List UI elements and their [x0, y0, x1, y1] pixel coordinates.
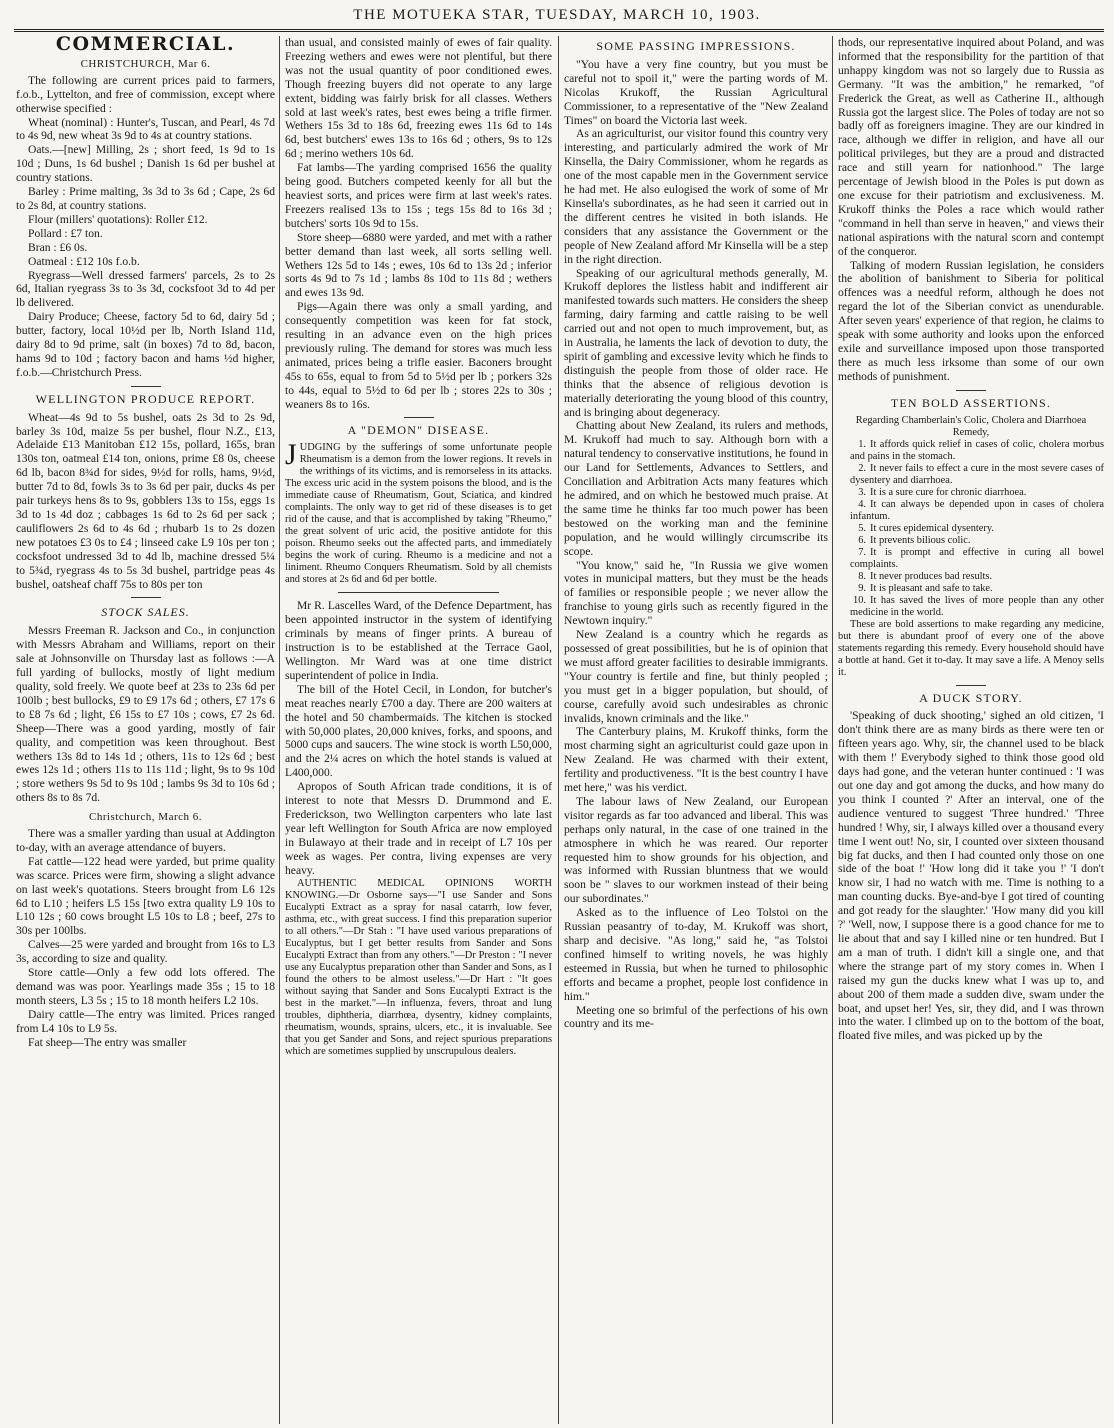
passing-impressions-heading: SOME PASSING IMPRESSIONS. [596, 39, 796, 53]
article-paragraph: The Canterbury plains, M. Krukoff thinks, form the most charming sight an agriculturist could gaze upon in New Zealand. He was charmed with their extent, fertility and productiveness. "It is the best country I have met here," was his verdict. [564, 725, 828, 795]
article-paragraph: The following are current prices paid to farmers, f.o.b., Lyttelton, and free of commission, except where otherwise specified : [16, 73, 275, 115]
article-paragraph: Pigs—Again there was only a small yarding, and consequently competition was keen for fat stock, resulting in an advance even on the high prices previously ruling. The demand for stores was much less animated, prices being a trifle easier. Baconers brought 45s to 65s, equal to from 5d to 5½d per lb ; porkers 32s to 44s, equal to 5½d to 6d per lb ; stores 22s to 30s ; weaners 8s to 16s. [285, 300, 552, 411]
section-separator [131, 386, 161, 387]
advert-text: —Dr Osborne says—"I use Sander and Sons Eucalypti Extract as a spray for nasal catarrh, low fever, asthma, etc., with great success. I find this preparation superior to all others."—Dr Stah : "I have used various preparations of Eucalyptus, but I get better results from Sander and Sons Eucalypti Extract than from any others."—Dr Preston : "I never use any Eucalyptus preparation other than Sander and Sons, as I found the others to be almost useless."—Dr Hart : "It goes without saying that Sander and Sons Eucalypti Extract is the best in the market."—In influenza, fevers, throat and lung troubles, diphtheria, diarrhœa, dysentry, kidney complaints, rheumatism, wounds, sprains, ulcers, etc., it is invaluable. See that you get Sander and Sons, and reject spurious preparations which are sometimes supplied by unscrupulous dealers. [285, 889, 552, 1057]
commercial-dateline: CHRISTCHURCH, Mar 6. [80, 57, 211, 70]
article-paragraph: Barley : Prime malting, 3s 3d to 3s 6d ; Cape, 2s 6d to 2s 8d, at country stations. [16, 185, 275, 212]
masthead [0, 0, 1114, 34]
list-item: 1. It affords quick relief in cases of colic, cholera morbus and pains in the stomach. [850, 438, 1104, 462]
advert-closing: These are bold assertions to make regarding any medicine, but there is abundant proof of every one of the above statements regarding this remedy. Every household should have a bottle at hand. Get it to-day. It may save a life. A Menoy sells it. [838, 618, 1104, 678]
christchurch-dateline: Christchurch, March 6. [88, 811, 203, 824]
article-paragraph: Oatmeal : £12 10s f.o.b. [28, 254, 140, 268]
list-item: 2. It never fails to effect a cure in the most severe cases of dysentery and diarrhoea. [850, 462, 1104, 486]
commercial-heading: COMMERCIAL. [55, 36, 236, 55]
article-paragraph: Chatting about New Zealand, its rulers and methods, M. Krukoff had much to say. Although born with a natural tendency to conservative institutions, he found in our Land for Settlements, Advances to Settlers, and Conciliation and Arbitration Acts many features which he admired, and on which he bestowed much praise. At the same time he thinks far too much power has been bestowed on the working man and the feminine population, and he would willingly circumscribe its scope. [564, 419, 828, 558]
article-paragraph: Store sheep—6880 were yarded, and met with a rather better demand than last week, all sorts selling well. Wethers 12s 5d to 14s ; ewes, 10s 6d to 13s 2d ; inferior sorts 4s 9d to 7s 1d ; lambs 8s 10d to 11s 8d ; wethers and ewes 13s 9d. [285, 230, 552, 300]
article-paragraph: than usual, and consisted mainly of ewes of fair quality. Freezing wethers and ewes were not plentiful, but there was not the usual quantity of poor conditioned ewes. Though freezing buyers did not operate to any large extent, bidding was fairly brisk for all classes. Wethers sold at last week's rates, best ewes being a trifle firmer. Wethers 15s 3d to 18s 6d, freezing ewes 11s 6d to 14s 6d, best butchers' ewes 13s to 16s 6d ; others, 9s to 12s 6d ; merino wethers 10s 6d. [285, 36, 552, 161]
article-paragraph: Store cattle—Only a few odd lots offered. The demand was was poor. Yearlings made 35s ; 15 to 18 month steers, L3 5s ; 15 to 18 month heifers L2 10s. [16, 966, 275, 1007]
section-separator [404, 417, 434, 418]
column-divider [832, 36, 833, 1424]
article-paragraph: Fat sheep—The entry was smaller [28, 1035, 187, 1049]
advert-text: UDGING by the sufferings of some unfortunate people Rheumatism is a demon from the lower regions. It revels in the writhings of its victims, and is remorseless in its attacks. The excess uric acid in the system poisons the blood, and is the immediate cause of Rheumatism, Gout, Sciatica, and kindred complaints. The only way to get rid of these diseases is to get rid of the cause, and that is accomplished by taking "Rheumo," the great solvent of uric acid, the positive antidote for this poison. Rheumo seeks out the affected parts, and immediately begins the work of curing. Rheumo is a medicine and not a liniment. Rheumo Conquers Rheumatism. Sold by all chemists and stores at 2s 6d and 6d per bottle. [285, 442, 552, 586]
section-separator [956, 685, 986, 686]
article-paragraph: Fat lambs—The yarding comprised 1656 the quality being good. Butchers competed keenly for all but the heaviest sorts, and prices were firm at last week's rates. Freezers realised 13s to 15s ; tegs 15s 8d to 16s 3d ; butchers' sorts 10s 9d to 15s. [285, 161, 552, 230]
article-paragraph: "You know," said he, "In Russia we give women votes in municipal matters, but they must be the heads of families or responsible people ; we never allow the franchise to young girls such as recently figured in the Newtown inquiry." [564, 558, 828, 628]
list-item: 3. It is a sure cure for chronic diarrhoea. [858, 486, 1027, 498]
section-separator [338, 592, 498, 593]
list-item: 7. It is prompt and effective in curing all bowel complaints. [850, 546, 1104, 570]
article-paragraph: Wheat (nominal) : Hunter's, Tuscan, and Pearl, 4s 7d to 4s 9d, new wheat 3s 9d to 4s at country stations. [16, 115, 275, 143]
article-paragraph: Apropos of South African trade conditions, it is of interest to note that Messrs D. Drummond and E. Frederickson, two Wellington carpenters who late last year left Wellington for South Africa are now employed in Bulawayo at their trade and in receipt of L7 10s per week as wages. Per contra, living expenses are very heavy. [285, 780, 552, 877]
article-paragraph: Messrs Freeman R. Jackson and Co., in conjunction with Messrs Abraham and Williams, report on their sale at Johnsonville on Thursday last as follows :—A full yarding of bullocks, mostly of light medium quality, sold freely. We quote beef at 23s to 23s 6d per 100lb ; best bullocks, £9 to £9 17s 6d ; others, £7 17s 6 to £8 7s 6d ; light, £6 15s to £7 10s ; cows, £7 2s 6d. Sheep—There was a good yarding, mostly of fair quality, and competition was keen throughout. Best wethers 13s 8d to 14s 1d ; others, 11s to 12s 6d ; best ewes 12s 1d ; others 11s to 11s 11d ; light, 9s to 9s 10d ; store wethers 9s 5d to 9s 10d ; lambs 9s 3d to 10s 6d ; others 8s to 8s 7d. [16, 624, 275, 805]
list-item: 9. It is pleasant and safe to take. [858, 582, 993, 594]
column-1 [16, 36, 275, 1424]
rheumo-advertisement [285, 438, 552, 586]
advert-caps: AUTHENTIC MEDICAL OPINIONS WORTH KNOWING. [285, 877, 552, 901]
article-paragraph: Wheat—4s 9d to 5s bushel, oats 2s 3d to 2s 9d, barley 3s 10d, maize 5s per bushel, flour N.Z., £13, Adelaide £13 Manitoban £12 15s, pollard, 165s, bran 130s ton, oatmeal £14 ton, onions, prime £8 0s, cheese 6d lb, bacon 8¾d for sides, 9½d for rolls, hams, 9½d, butter 7d to 8d, fowls 3s to 3s 6d per pair, ducks 4s per pair turkeys hens 8s to 9s, gobblers 13s to 15s, eggs 1s 3d to 1s 4d doz ; cabbages 1s 6d to 2s 6d per sack ; cauliflowers 2s 6d to 4s 6d ; rhubarb 1s to 2s dozen new potatoes £3 0s to £4 ; linseed cake L9 10s per ton ; cocksfoot undressed 3d to 4d lb, machine dressed 5¼ to 5¾d, ryegrass 4s to 5s 3d bushel, partridge peas 4s bushel, oatsheaf chaff 75s to 80s per ton [16, 410, 275, 591]
article-paragraph: "You have a very fine country, but you must be careful not to spoil it," were the parting words of M. Nicolas Krukoff, the Russian Agricultural Commissioner, to a representative of the "New Zealand Times" on board the Victoria last week. [564, 57, 828, 127]
article-paragraph: Speaking of our agricultural methods generally, M. Krukoff deplores the listless habit and indifferent air manifested towards such matters. He considers the sheep farming, dairy farming and cattle raising to be well carried out and not open to much improvement, but, as in Australia, he laments the lack of devotion to duty, the spirit of gambling and excessive levity which he finds to distinguish the people from those of older race. He thinks that the absence of religious devotion is materially deteriorating the young blood of this country, and is bringing about degeneracy. [564, 266, 828, 419]
article-paragraph: New Zealand is a country which he regards as possessed of great possibilities, but he is of opinion that we must afford greater facilities to desirable immigrants. "Your country is fertile and fine, but thinly peopled ; you must get in a bigger population, but should, of course, carefully avoid such undesirables as chronic invalids, known criminals and the like." [564, 628, 828, 725]
article-paragraph: Flour (millers' quotations): Roller £12. [28, 212, 208, 226]
list-item: 4. It can always be depended upon in cases of cholera infantum. [850, 498, 1104, 522]
article-paragraph: Oats.—[new] Milling, 2s ; short feed, 1s 9d to 1s 10d ; Duns, 1s 6d bushel ; Danish 1s 6d per bushel at country stations. [16, 143, 275, 185]
article-paragraph: Pollard : £7 ton. [28, 226, 103, 240]
chamberlain-advertisement [838, 415, 1104, 679]
article-paragraph: Talking of modern Russian legislation, he considers the abolition of banishment to Siberia for political offences was a needful reform, although he does not regard the lot of the Siberian convict as unendurable. After seven years' experience of that region, he claims to speak with some authority and looks upon the enforced exile and surveillance imposed upon those transported there as much less irksome than some of our own methods of punishment. [838, 258, 1104, 383]
ten-bold-assertions-heading: TEN BOLD ASSERTIONS. [890, 395, 1052, 410]
article-paragraph: Bran : £6 0s. [28, 240, 88, 254]
article-paragraph: The labour laws of New Zealand, our European visitor regards as far too advanced and liberal. This was perhaps only natural, in the case of one trained in the atmosphere in which he was reared. Our reporter requested him to show grounds for his objection, and was informed with Russian bluntness that we would soon be " slaves to our workmen instead of their being our subordinates." [564, 794, 828, 906]
column-3 [564, 36, 828, 1424]
article-paragraph: There was a smaller yarding than usual at Addington to-day, with an average attendance of buyers. [16, 827, 275, 854]
article-paragraph: Dairy Produce; Cheese, factory 5d to 6d, dairy 5d ; butter, factory, local 10½d per lb, North Island 11d, dairy 8d to 9d prime, salt (in boxes) 7d to 8d, bacon, hams 9d to 10d ; factory bacon and hams ½d higher, f.o.b.—Christchurch Press. [16, 310, 275, 379]
advert-subheading: Regarding Chamberlain's Colic, Cholera and Diarrhoea Remedy, [855, 414, 1087, 438]
article-paragraph: Ryegrass—Well dressed farmers' parcels, 2s to 2s 6d, Italian ryegrass 3s to 3s 3d, cocksfoot 3d to 4d per lb delivered. [16, 268, 275, 310]
section-separator [956, 390, 986, 391]
duck-story-heading: A DUCK STORY. [919, 690, 1023, 705]
stock-sales-heading: STOCK SALES. [101, 605, 190, 620]
assertion-list [838, 439, 1104, 619]
article-paragraph: Fat cattle—122 head were yarded, but prime quality was scarce. Prices were firm, showing a slight advance on last week's quotations. Steers brought from L6 12s 6d to L10 ; heifers L5 15s [two extra quality L9 10s to L10 12s ; 60 cows brought L5 10s to L8 ; beef, 27s to 30s per 100lbs. [16, 854, 275, 938]
article-paragraph: Calves—25 were yarded and brought from 16s to L3 3s, according to size and quality. [16, 938, 275, 966]
drop-cap: J [285, 438, 297, 472]
eucalyptus-advertisement [285, 878, 552, 1058]
column-divider [558, 36, 559, 1424]
masthead-title: THE MOTUEKA STAR, TUESDAY, MARCH 10, 1903. [353, 7, 761, 23]
masthead-rule [14, 29, 1104, 32]
list-item: 6. It prevents bilious colic. [858, 534, 971, 546]
section-separator [131, 597, 161, 598]
article-paragraph: Asked as to the influence of Leo Tolstoi on the Russian peasantry of to-day, M. Krukoff was short, sharp and decisive. "As long," said he, "as Tolstoi confined himself to writing novels, he was highly esteemed in Russia, but when he turned to philosophic efforts and became a prophet, people lost confidence in him." [564, 906, 828, 1003]
article-paragraph: As an agriculturist, our visitor found this country very interesting, and particularly admired the work of Mr Kinsella, the Dairy Commissioner, whom he regards as one of the most capable men in the Government service he had met. He also eulogised the work of some of Mr Kinsella's subordinates, as he had seen it carried out in the different centres he visited in both islands. He considers that any assistance the Government or the people of New Zealand afford Mr Kinsella will be a step in the right direction. [564, 127, 828, 266]
wellington-heading: WELLINGTON PRODUCE REPORT. [35, 391, 256, 406]
column-2 [285, 36, 552, 1424]
list-item: 5. It cures epidemical dysentery. [858, 522, 994, 534]
article-paragraph: Mr R. Lascelles Ward, of the Defence Department, has been appointed instructor in the system of identifying criminals by means of finger prints. A bureau of instruction is to be established at the Terrace Gaol, Wellington. Mr Ward was at one time district superintendent of police in India. [285, 599, 552, 682]
list-item: 8. It never produces bad results. [858, 570, 993, 582]
article-paragraph: thods, our representative inquired about Poland, and was informed that the responsibility for the partition of that unhappy kingdom was not so largely due to Russia as Germany. "It was the ambition," he remarked, "of Frederick the Great, as well as Catherine II., although Russia got the largest slice. The Poles of today are not so badly off as foreigners imagine. They are our kindred in race, although we differ in religion, and have all our political privileges, but they are a proud and distracted race and still yearn for nationhood." The large percentage of Jewish blood in the Poles is put down as one excuse for their patriotism and exclusiveness. M. Krukoff thinks the Poles a race which would rather "command in hell than serve in heaven," and views their national aspirations with the natural scorn and contempt of the conqueror. [838, 36, 1104, 258]
article-paragraph: Dairy cattle—The entry was limited. Prices ranged from L4 10s to L9 5s. [16, 1007, 275, 1035]
column-divider [279, 36, 280, 1424]
demon-disease-heading: A "DEMON" DISEASE. [347, 423, 490, 438]
column-4 [838, 36, 1104, 1424]
article-paragraph: Meeting one so brimful of the perfections of his own country and its me- [564, 1003, 828, 1031]
article-paragraph: The bill of the Hotel Cecil, in London, for butcher's meat reaches nearly £700 a day. There are 200 waiters at the hotel and 50 chambermaids. The kitchen is stocked with 50,000 plates, 20,000 knives, forks, and spoons, and 5000 cups and saucers. The wine stock is worth L50,000, and the 2¼ acres on which the hotel stands is valued at L400,000. [285, 682, 552, 780]
article-paragraph: 'Speaking of duck shooting,' sighed an old citizen, 'I don't think there are as many birds as there were ten or fifteen years ago. Why, sir, the channel used to be black with them !' Everybody sighed to think those good old days had gone, and the veteran hunter continued : 'I was out one day and got among the ducks, and how many do you think I counted ?' After an interval, one of the audience ventured to suggest 'Three hundred.' 'Three hundred ! Why, sir, I always killed over a thousand every time I went out! No, sir, I counted over sixteen thousand big fat ducks, and then I had counted only those on one side of the boat !' 'How long did it take you !' 'I don't know sir, I had no watch with me. Time is nothing to a man counting ducks. Bye-and-bye I got tired of counting and got ready for the slaughter.' 'How many did you kill ?' 'Well, now, I suppose there is a good chance for me to lie about that and say I killed nine or ten hundred. But I am a man of truth. I didn't kill a single one, and that where the strange part of my story comes in. When I raised my gun the ducks knew what I was up to, and about 200 of them made a sudden dive, swam under the boat, and upset her! Yes, sir, they did, and I was thrown into the water. I climbed up on to the bottom of the boat, floated five miles, and was picked up by the [838, 709, 1104, 1043]
list-item: 10. It has saved the lives of more people than any other medicine in the world. [850, 594, 1104, 618]
